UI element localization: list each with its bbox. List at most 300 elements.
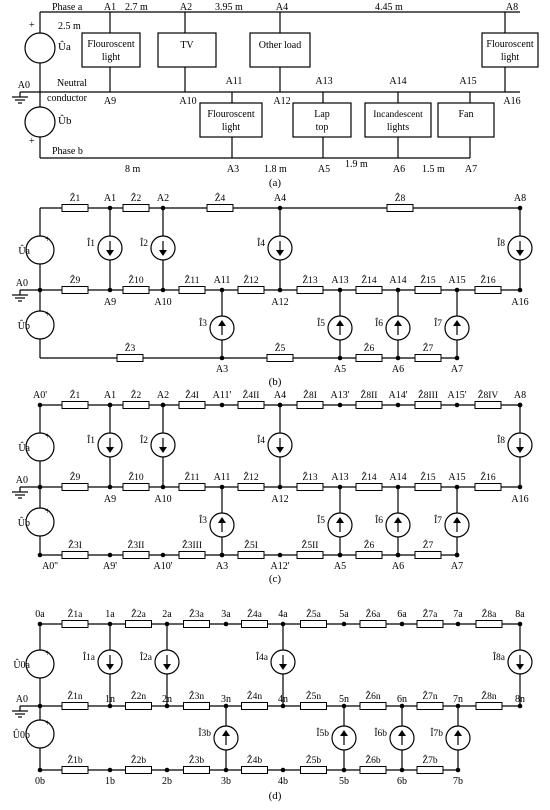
node-dot <box>278 288 283 293</box>
impedance-label: Ẑ16 <box>480 473 496 483</box>
impedance-resistor <box>360 767 386 774</box>
node-dot <box>108 485 113 490</box>
impedance-resistor <box>297 552 323 559</box>
current-label: Î5b <box>316 729 329 739</box>
impedance-resistor <box>356 355 382 362</box>
node-label: 7a <box>453 609 463 620</box>
node-dot <box>400 768 405 773</box>
current-label: Î8 <box>497 239 505 249</box>
impedance-label: Ẑ9 <box>69 276 81 286</box>
impedance-resistor <box>415 402 441 409</box>
impedance-label: Ẑ6n <box>365 692 381 702</box>
polarity-mark: + <box>45 718 51 728</box>
node-label: 7n <box>453 694 463 705</box>
source-label: Û0a <box>13 660 30 671</box>
source-label: Ûb <box>17 321 30 332</box>
node-label: 6b <box>397 776 407 787</box>
panel-caption: (c) <box>268 573 282 585</box>
polarity-mark: + <box>45 506 51 516</box>
node-dot <box>281 622 286 627</box>
panel-caption: (b) <box>268 376 282 388</box>
load-fluorescent-2-line2: light <box>500 52 520 63</box>
node-label: A14 <box>389 275 407 286</box>
node-dot <box>455 553 460 558</box>
node-dot <box>220 485 225 490</box>
node-dot <box>108 403 113 408</box>
node-label: A7 <box>464 164 478 175</box>
impedance-label: Ẑ3a <box>189 610 204 620</box>
impedance-label: Ẑ12 <box>243 473 259 483</box>
impedance-resistor <box>360 621 386 628</box>
panel-d <box>12 608 532 802</box>
current-label: Î3 <box>199 516 207 526</box>
node-label: 8n <box>515 694 525 705</box>
node-label: A2 <box>156 193 170 204</box>
node-label: A9 <box>103 494 117 505</box>
node-label: A9 <box>103 96 117 107</box>
node-label: 1b <box>105 776 115 787</box>
node-label: 3n <box>221 694 231 705</box>
impedance-label: Ẑ4n <box>246 692 263 702</box>
impedance-resistor <box>475 287 501 294</box>
node-label: A3 <box>226 164 240 175</box>
impedance-label: Ẑ6 <box>363 344 375 354</box>
node-label: A15 <box>448 275 466 286</box>
impedance-resistor <box>123 287 149 294</box>
node-dot <box>38 768 43 773</box>
impedance-label: Ẑ8III <box>417 391 439 401</box>
node-label: 6n <box>397 694 407 705</box>
impedance-label: Ẑ2 <box>130 194 142 204</box>
current-label: Î5 <box>317 319 325 329</box>
node-dot <box>338 403 343 408</box>
impedance-resistor <box>475 402 501 409</box>
node-label: A0 <box>15 278 28 289</box>
impedance-resistor <box>123 484 149 491</box>
node-dot <box>38 553 43 558</box>
node-label: A11 <box>213 275 231 286</box>
node-dot <box>518 403 523 408</box>
node-label: A13 <box>331 472 349 483</box>
node-label: A6 <box>392 164 406 175</box>
node-dot <box>38 403 43 408</box>
caption-a: (a) <box>268 177 282 189</box>
current-label: Î3b <box>198 729 211 739</box>
distance-label: 3.95 m <box>215 2 243 13</box>
impedance-resistor <box>207 205 233 212</box>
impedance-resistor <box>123 552 149 559</box>
node-label: A8 <box>513 390 527 401</box>
current-label: Î2a <box>139 653 152 663</box>
node-label: A15 <box>459 76 477 87</box>
node-label: A1 <box>103 2 117 13</box>
current-label: Î6 <box>375 516 383 526</box>
load-fluorescent-3-line2: light <box>221 122 241 133</box>
impedance-resistor <box>301 703 327 710</box>
node-dot <box>161 206 166 211</box>
node-dot <box>165 622 170 627</box>
node-label: A10 <box>154 494 172 505</box>
node-label: A4 <box>275 2 289 13</box>
node-label: 6a <box>397 609 407 620</box>
impedance-resistor <box>417 621 443 628</box>
node-dot <box>278 403 283 408</box>
impedance-label: Ẑ1a <box>67 610 83 620</box>
impedance-resistor <box>126 767 152 774</box>
node-dot <box>455 356 460 361</box>
impedance-resistor <box>415 484 441 491</box>
impedance-resistor <box>62 703 88 710</box>
source-label: Û0b <box>12 730 30 741</box>
node-dot <box>396 356 401 361</box>
node-label: A14 <box>389 76 407 87</box>
panel-b <box>12 192 532 388</box>
impedance-resistor <box>184 767 210 774</box>
impedance-resistor <box>297 287 323 294</box>
node-label: 2a <box>162 609 172 620</box>
node-dot <box>108 768 113 773</box>
impedance-label: Ẑ4 <box>214 194 226 204</box>
impedance-label: Ẑ16 <box>480 276 496 286</box>
impedance-resistor <box>184 621 210 628</box>
current-label: Î4a <box>255 653 268 663</box>
impedance-resistor <box>62 484 88 491</box>
node-label: 1a <box>105 609 115 620</box>
node-dot <box>281 768 286 773</box>
impedance-resistor <box>417 703 443 710</box>
current-label: Î7b <box>430 729 443 739</box>
svg-text:+: + <box>29 20 35 31</box>
impedance-label: Ẑ2a <box>131 610 146 620</box>
impedance-label: Ẑ9 <box>69 473 81 483</box>
impedance-resistor <box>62 205 88 212</box>
node-dot <box>108 553 113 558</box>
impedance-label: Ẑ8a <box>481 610 497 620</box>
node-label: A14 <box>389 472 407 483</box>
phase-b-label: Phase b <box>52 146 83 157</box>
node-dot <box>38 622 43 627</box>
impedance-resistor <box>62 621 88 628</box>
impedance-label: Ẑ3b <box>188 756 205 766</box>
impedance-label: Ẑ5b <box>305 756 322 766</box>
impedance-label: Ẑ7 <box>422 344 434 354</box>
node-label: A0'' <box>42 561 58 572</box>
impedance-label: Ẑ2b <box>130 756 147 766</box>
impedance-resistor <box>179 484 205 491</box>
impedance-label: Ẑ4II <box>242 391 260 401</box>
current-label: Î7 <box>434 319 442 329</box>
impedance-label: Ẑ8 <box>394 194 406 204</box>
node-label: 7b <box>453 776 463 787</box>
current-label: Î6b <box>374 729 387 739</box>
impedance-label: Ẑ4a <box>247 610 262 620</box>
impedance-resistor <box>476 621 502 628</box>
node-dot <box>456 622 461 627</box>
node-dot <box>108 288 113 293</box>
load-other: Other load <box>258 40 302 51</box>
distance-label: 8 m <box>125 164 141 175</box>
load-fan: Fan <box>458 109 474 120</box>
polarity-mark: + <box>45 431 51 441</box>
impedance-label: Ẑ1b <box>67 756 83 766</box>
node-label: A8 <box>513 193 527 204</box>
node-dot <box>455 288 460 293</box>
current-label: Î4 <box>257 436 265 446</box>
node-label: A16 <box>511 297 529 308</box>
impedance-resistor <box>238 402 264 409</box>
impedance-resistor <box>360 703 386 710</box>
impedance-resistor <box>123 402 149 409</box>
node-label: 4a <box>278 609 288 620</box>
impedance-label: Ẑ2 <box>130 391 142 401</box>
node-dot <box>518 288 523 293</box>
impedance-resistor <box>297 484 323 491</box>
node-label: 4b <box>278 776 288 787</box>
node-label: A14' <box>388 390 408 401</box>
impedance-label: Ẑ8n <box>481 692 497 702</box>
impedance-label: Ẑ5I <box>244 541 258 551</box>
impedance-label: Ẑ8I <box>303 391 317 401</box>
impedance-resistor <box>179 552 205 559</box>
node-dot <box>278 206 283 211</box>
node-label: A16 <box>511 494 529 505</box>
node-dot <box>338 553 343 558</box>
impedance-label: Ẑ3II <box>127 541 145 551</box>
node-label: A5 <box>317 164 331 175</box>
node-dot <box>455 485 460 490</box>
impedance-resistor <box>301 767 327 774</box>
node-label: A9 <box>103 297 117 308</box>
node-dot <box>161 553 166 558</box>
node-dot <box>338 356 343 361</box>
impedance-resistor <box>242 621 268 628</box>
node-label: A13' <box>330 390 350 401</box>
node-label: A11' <box>212 390 232 401</box>
load-incandescent-line2: lights <box>386 122 410 133</box>
impedance-resistor <box>356 402 382 409</box>
source-ua-label: Ûa <box>58 41 71 53</box>
node-label: 5b <box>339 776 349 787</box>
node-label: 8a <box>515 609 525 620</box>
node-label: 5a <box>339 609 349 620</box>
impedance-resistor <box>297 402 323 409</box>
node-label: A16 <box>503 96 521 107</box>
node-dot <box>342 768 347 773</box>
impedance-label: Ẑ8II <box>360 391 378 401</box>
impedance-label: Ẑ4b <box>246 756 263 766</box>
node-label: 0a <box>35 609 45 620</box>
current-label: Î3 <box>199 319 207 329</box>
node-label: A2 <box>179 2 193 13</box>
node-dot <box>108 206 113 211</box>
impedance-resistor <box>126 703 152 710</box>
load-fluorescent-1-line2: light <box>101 52 121 63</box>
node-label: A13 <box>331 275 349 286</box>
node-dot <box>220 553 225 558</box>
impedance-label: Ẑ10 <box>128 276 144 286</box>
impedance-resistor <box>117 355 143 362</box>
impedance-label: Ẑ1n <box>67 692 83 702</box>
impedance-label: Ẑ3n <box>188 692 205 702</box>
neutral-label-1: Neutral <box>57 78 87 89</box>
impedance-label: Ẑ15 <box>420 276 436 286</box>
svg-text:+: + <box>29 136 35 147</box>
node-label: A0 <box>17 80 30 91</box>
impedance-resistor <box>476 703 502 710</box>
impedance-label: Ẑ5 <box>274 344 286 354</box>
node-label: 1n <box>105 694 115 705</box>
impedance-label: Ẑ14 <box>361 276 377 286</box>
node-dot <box>518 485 523 490</box>
panel-caption: (d) <box>268 790 282 802</box>
node-label: A15' <box>447 390 467 401</box>
node-label: A0 <box>15 475 28 486</box>
node-dot <box>161 403 166 408</box>
node-label: A11 <box>225 76 243 87</box>
panel-a <box>12 2 538 189</box>
phase-a-label: Phase a <box>52 2 83 13</box>
impedance-label: Ẑ6a <box>365 610 381 620</box>
impedance-resistor <box>267 355 293 362</box>
polarity-mark: + <box>45 309 51 319</box>
distance-label: 1.5 m <box>422 164 445 175</box>
impedance-label: Ẑ1 <box>69 391 81 401</box>
impedance-label: Ẑ6 <box>363 541 375 551</box>
impedance-label: Ẑ3 <box>124 344 136 354</box>
impedance-label: Ẑ7n <box>422 692 438 702</box>
distance-label: 4.45 m <box>375 2 403 13</box>
panel-c <box>12 389 532 585</box>
impedance-resistor <box>415 355 441 362</box>
impedance-resistor <box>301 621 327 628</box>
source-ub-label: Ûb <box>58 115 72 127</box>
current-label: Î8 <box>497 436 505 446</box>
node-label: A5 <box>333 364 347 375</box>
distance-label: 1.8 m <box>264 164 287 175</box>
impedance-resistor <box>356 552 382 559</box>
source-label: Ûa <box>18 246 30 257</box>
load-fluorescent-1-line1: Flouroscent <box>87 39 135 50</box>
polarity-mark: + <box>45 234 51 244</box>
node-label: A5 <box>333 561 347 572</box>
node-dot <box>220 356 225 361</box>
node-dot <box>455 403 460 408</box>
impedance-label: Ẑ11 <box>184 473 200 483</box>
node-label: A7 <box>450 561 464 572</box>
node-label: 2n <box>162 694 172 705</box>
current-label: Î4 <box>257 239 265 249</box>
node-dot <box>278 485 283 490</box>
current-label: Î6 <box>375 319 383 329</box>
node-dot <box>338 288 343 293</box>
impedance-label: Ẑ2n <box>130 692 147 702</box>
node-dot <box>38 288 43 293</box>
impedance-resistor <box>179 402 205 409</box>
distance-label: 2.7 m <box>125 2 148 13</box>
node-label: A15 <box>448 472 466 483</box>
node-dot <box>224 768 229 773</box>
node-dot <box>161 288 166 293</box>
impedance-resistor <box>62 287 88 294</box>
impedance-resistor <box>417 767 443 774</box>
distance-label: 2.5 m <box>58 21 81 32</box>
node-dot <box>161 485 166 490</box>
node-label: A8 <box>505 2 519 13</box>
impedance-resistor <box>238 287 264 294</box>
node-label: A6 <box>391 561 405 572</box>
impedance-resistor <box>415 287 441 294</box>
impedance-label: Ẑ6b <box>365 756 381 766</box>
node-label: A2 <box>156 390 170 401</box>
node-dot <box>108 622 113 627</box>
node-label: A13 <box>315 76 333 87</box>
current-label: Î8a <box>492 653 505 663</box>
node-label: A10 <box>179 96 197 107</box>
node-label: 3b <box>221 776 231 787</box>
node-dot <box>342 622 347 627</box>
impedance-resistor <box>356 287 382 294</box>
node-label: A0 <box>15 694 28 705</box>
node-label: A12' <box>270 561 290 572</box>
impedance-resistor <box>238 484 264 491</box>
impedance-resistor <box>184 703 210 710</box>
impedance-resistor <box>242 703 268 710</box>
node-label: A6 <box>391 364 405 375</box>
impedance-label: Ẑ7 <box>422 541 434 551</box>
impedance-label: Ẑ5n <box>305 692 322 702</box>
impedance-resistor <box>415 552 441 559</box>
node-dot <box>220 288 225 293</box>
node-dot <box>396 288 401 293</box>
node-label: 0b <box>35 776 45 787</box>
node-dot <box>278 553 283 558</box>
impedance-label: Ẑ14 <box>361 473 377 483</box>
impedance-label: Ẑ1 <box>69 194 81 204</box>
impedance-label: Ẑ7a <box>422 610 438 620</box>
impedance-label: Ẑ11 <box>184 276 200 286</box>
node-label: A10 <box>154 297 172 308</box>
neutral-label-2: conductor <box>47 93 87 104</box>
distance-label: 1.9 m <box>345 159 368 170</box>
impedance-resistor <box>62 402 88 409</box>
node-label: A12 <box>273 96 291 107</box>
node-label: 3a <box>221 609 231 620</box>
load-fluorescent-2-line1: Flouroscent <box>486 39 534 50</box>
node-dot <box>38 485 43 490</box>
node-label: A11 <box>213 472 231 483</box>
current-label: Î2 <box>140 239 148 249</box>
current-label: Î1 <box>87 436 95 446</box>
current-label: Î2 <box>140 436 148 446</box>
node-label: A0' <box>32 390 48 401</box>
node-label: A3 <box>215 561 229 572</box>
node-dot <box>518 206 523 211</box>
impedance-label: Ẑ7b <box>422 756 438 766</box>
node-label: A1 <box>103 390 117 401</box>
node-dot <box>396 485 401 490</box>
node-dot <box>518 622 523 627</box>
node-label: A12 <box>271 494 289 505</box>
node-dot <box>220 403 225 408</box>
node-label: A1 <box>103 193 117 204</box>
current-label: Î1a <box>82 653 95 663</box>
node-label: A4 <box>273 390 287 401</box>
load-fluorescent-3-line1: Flouroscent <box>207 109 255 120</box>
impedance-resistor <box>387 205 413 212</box>
node-dot <box>400 622 405 627</box>
impedance-label: Ẑ10 <box>128 473 144 483</box>
node-dot <box>165 768 170 773</box>
